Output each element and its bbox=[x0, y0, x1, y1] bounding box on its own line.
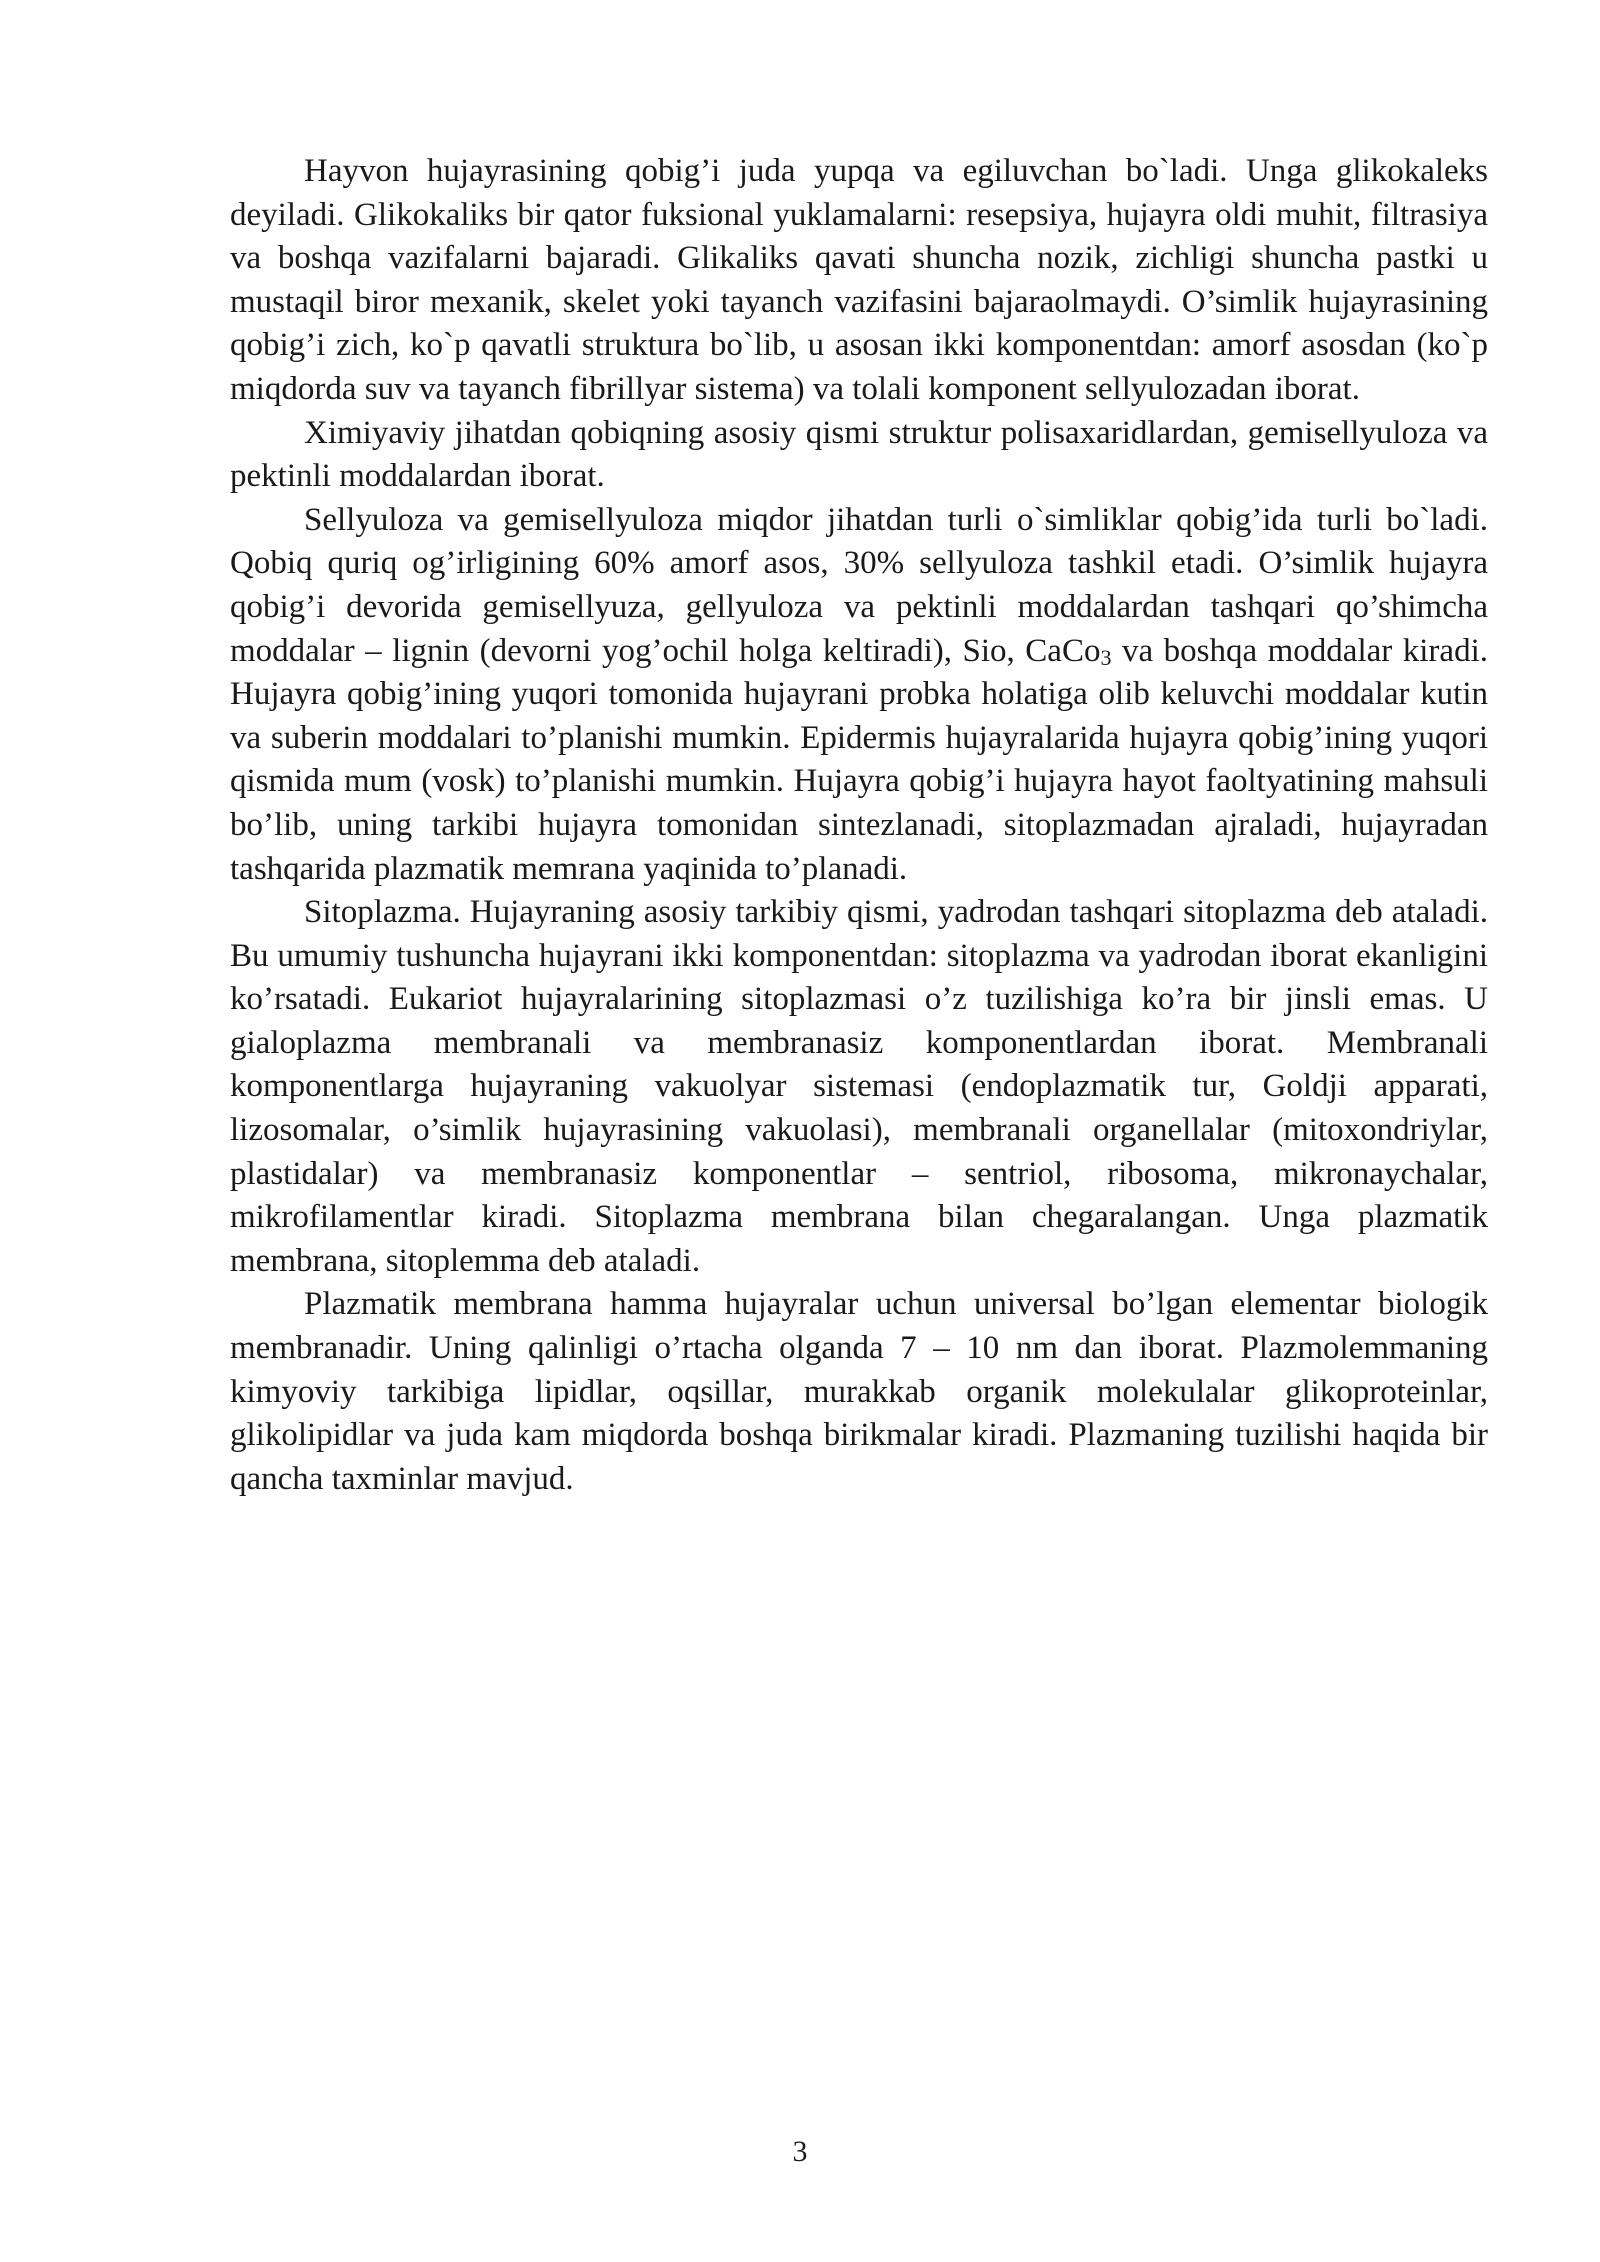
paragraph-plasma-membrane: Plazmatik membrana hamma hujayralar uchun universal bo’lgan elementar biologik membranadir. Uning qalinligi o’rtacha olganda 7 – 10 nm dan iborat. Plazmolemmaning kimyoviy tarkibiga lipidlar, oqsillar, murakkab organik molekulalar glikoproteinlar, glikolipidlar va juda kam miqdorda boshqa birikmalar kiradi. Plazmaning tuzilishi haqida bir qancha taxminlar mavjud. bbox=[230, 1286, 1488, 1497]
paragraph-cellulose bbox=[230, 499, 1488, 891]
body-text bbox=[230, 150, 1488, 1501]
paragraph-cell-wall-intro: Hayvon hujayrasining qobig’i juda yupqa va egiluvchan bo`ladi. Unga glikokaleks deyiladi. Glikokaliks bir qator fuksional yuklamalarni: resepsiya, hujayra oldi muhit, filtrasiya va boshqa vazifalarni bajaradi. Glikaliks qavati shuncha nozik, zichligi shuncha pastki u mustaqil biror mexanik, skelet yoki tayanch vazifasini bajaraolmaydi. O’simlik hujayrasining qobig’i zich, ko`p qavatli struktura bo`lib, u asosan ikki komponentdan: amorf asosdan (ko`p miqdorda suv va tayanch fibrillyar sistema) va tolali komponent sellyulozadan iborat. bbox=[230, 153, 1488, 407]
paragraph-cellulose-part-2: va boshqa moddalar kiradi. Hujayra qobig’ining yuqori tomonida hujayrani probka holatiga olib keluvchi moddalar kutin va suberin moddalari to’planishi mumkin. Epidermis hujayralarida hujayra qobig’ining yuqori qismida mum (vosk) to’planishi mumkin. Hujayra qobig’i hujayra hayot faoltyatining mahsuli bo’lib, uning tarkibi hujayra tomonidan sintezlanadi, sitoplazmadan ajraladi, hujayradan tashqarida plazmatik memrana yaqinida to’planadi. bbox=[230, 632, 1488, 887]
page-number: 3 bbox=[792, 2135, 808, 2168]
paragraph-cellulose-part-1: Sellyuloza va gemisellyuloza miqdor jihatdan turli o`simliklar qobig’ida turli bo`ladi. Qobiq quriq og’irligining 60% amorf asos, 30% sellyuloza tashkil etadi. O’simlik hujayra qobig’i devorida gemisellyuza, gellyuloza va pektinli moddalardan tashqari qo’shimcha moddalar – lignin (devorni yog’ochil holga keltiradi), Sio, CaCo bbox=[230, 501, 1488, 669]
paragraph-chemical-composition: Ximiyaviy jihatdan qobiqning asosiy qismi struktur polisaxaridlardan, gemisellyuloza va pektinli moddalardan iborat. bbox=[230, 414, 1488, 495]
subscript-three: 3 bbox=[1100, 644, 1112, 670]
paragraph-cytoplasm: Sitoplazma. Hujayraning asosiy tarkibiy qismi, yadrodan tashqari sitoplazma deb ataladi. Bu umumiy tushuncha hujayrani ikki komponentdan: sitoplazma va yadrodan iborat ekanligini ko’rsatadi. Eukariot hujayralarining sitoplazmasi o’z tuzilishiga ko’ra bir jinsli emas. U gialoplazma membranali va membranasiz komponentlardan iborat. Membranali komponentlarga hujayraning vakuolyar sistemasi (endoplazmatik tur, Goldji apparati, lizosomalar, o’simlik hujayrasining vakuolasi), membranali organellalar (mitoxondriylar, plastidalar) va membranasiz komponentlar – sentriol, ribosoma, mikronaychalar, mikrofilamentlar kiradi. Sitoplazma membrana bilan chegaralangan. Unga plazmatik membrana, sitoplemma deb ataladi. bbox=[230, 894, 1488, 1279]
